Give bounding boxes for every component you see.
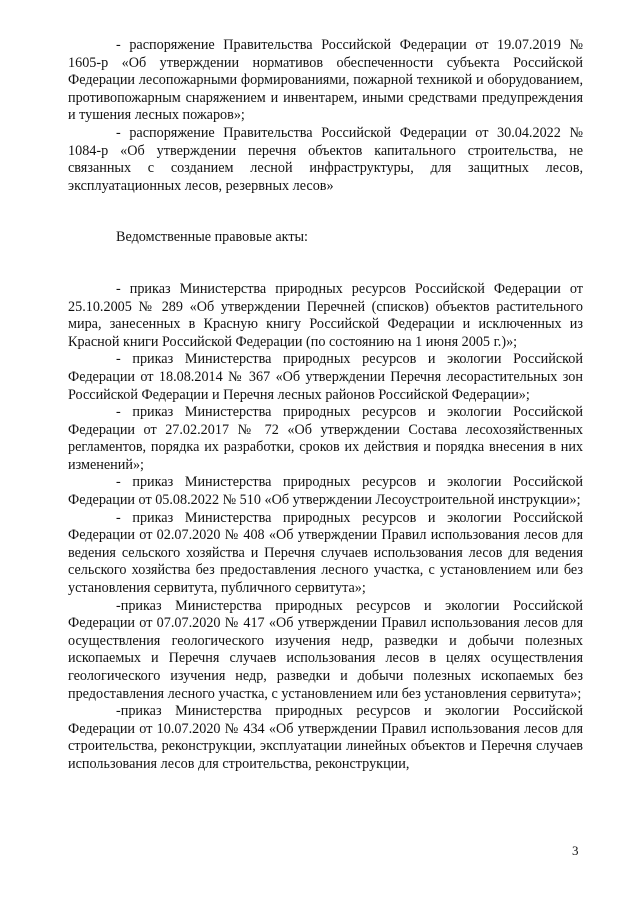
paragraph-order-417: -приказ Министерства природных ресурсов и экологии Российской Федерации от 07.07.2020 № 417 «Об утверждении Правил использования лесов для осуществления геологического изучения недр, разведки и добычи полезных ископаемых и Перечня случаев использования лесов в целях осуществления геологического изучения недр, разведки и добычи полезных ископаемых без предоставления лесного участка, с установлением или без установления сервитута»;: [68, 597, 583, 702]
paragraph-order-408: - приказ Министерства природных ресурсов и экологии Российской Федерации от 02.07.2020 № 408 «Об утверждении Правил использования лесов для ведения сельского хозяйства и Перечня случаев использования лесов для ведения сельского хозяйства без предоставления лесного участка, с установлением или без установления сервитута, публичного сервитута»;: [68, 509, 583, 597]
paragraph-order-434: -приказ Министерства природных ресурсов и экологии Российской Федерации от 10.07.2020 № 434 «Об утверждении Правил использования лесов для строительства, реконструкции, эксплуатации линейных объектов и Перечня случаев использования лесов для строительства, реконструкции,: [68, 703, 583, 772]
paragraph-order-367: - приказ Министерства природных ресурсов и экологии Российской Федерации от 18.08.2014 № 367 «Об утверждении Перечня лесорастительных зон Российской Федерации и Перечня лесных районов Российской Федерации»;: [68, 351, 583, 403]
paragraph-government-order-1605: - распоряжение Правительства Российской Федерации от 19.07.2019 № 1605-р «Об утверждении нормативов обеспеченности субъекта Российской Федерации лесопожарными формированиями, пожарной техникой и оборудованием, противопожарным снаряжением и инвентарем, иными средствами предупреждения и тушения лесных пожаров»;: [68, 37, 583, 124]
paragraph-order-510: - приказ Министерства природных ресурсов и экологии Российской Федерации от 05.08.2022 № 510 «Об утверждении Лесоустроительной инструкции»;: [68, 474, 583, 509]
section-heading: Ведомственные правовые акты:: [116, 229, 308, 246]
page-number: 3: [572, 843, 579, 858]
document-page: [68, 37, 583, 774]
paragraph-government-order-1084: - распоряжение Правительства Российской Федерации от 30.04.2022 № 1084-р «Об утверждении перечня объектов капитального строительства, не связанных с созданием лесной инфраструктуры, для защитных лесов, эксплуатационных лесов, резервных лесов»: [68, 124, 583, 194]
paragraph-order-289: - приказ Министерства природных ресурсов Российской Федерации от 25.10.2005 № 289 «Об утверждении Перечней (списков) объектов растительного мира, занесенных в Красную книгу Российской Федерации и исключенных из Красной книги Российской Федерации (по состоянию на 1 июня 2005 г.)»;: [68, 280, 583, 350]
paragraph-order-72: - приказ Министерства природных ресурсов и экологии Российской Федерации от 27.02.2017 № 72 «Об утверждении Состава лесохозяйственных регламентов, порядка их разработки, сроков их действия и порядка внесения в них изменений»;: [68, 404, 583, 473]
